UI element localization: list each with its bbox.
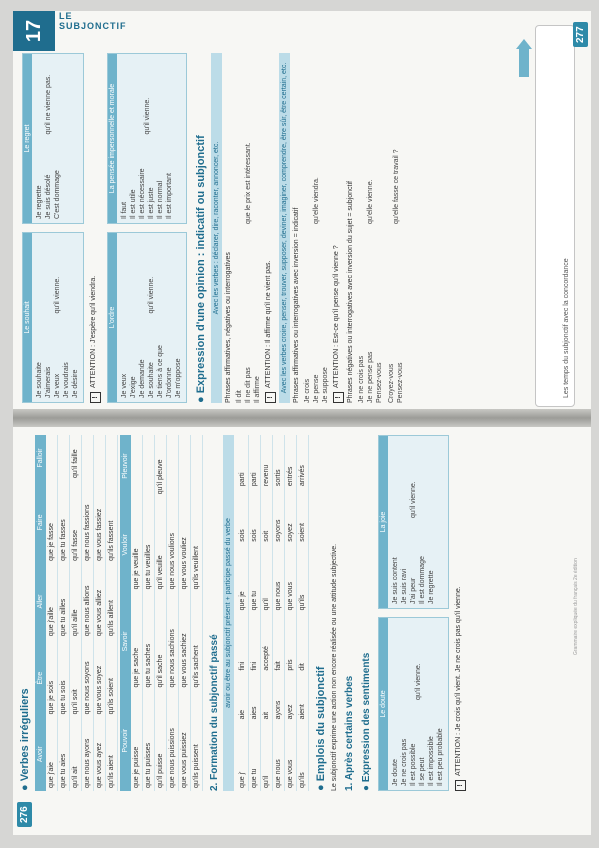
ordre-box [107,232,187,403]
cell: qu'ils [297,722,309,791]
line: Il est normal [157,180,164,219]
cell: que vous alliez [94,564,106,639]
result: qu'il ne vienne pas. [45,74,52,135]
line: Je suis content [392,557,399,604]
chapter-tab [13,11,591,51]
table-row [46,435,58,791]
cell: qu'il sache [155,592,167,690]
cell: qu'ils aillent [106,564,118,639]
chapter-number: 17 [13,11,55,51]
cell: parti [249,435,261,489]
table-row [285,435,297,791]
table-row [273,435,285,791]
line: Je suppose [322,367,329,403]
cell: que je fasse [46,481,58,564]
passe-band: avoir ou être au subjonctif présent + participe passé du verbe [223,435,234,791]
cell: accepté [261,613,273,673]
cell [106,435,118,481]
cell: que nous sachions [167,592,179,690]
table-row [155,435,167,791]
cell [131,435,143,497]
cell: soient [297,489,309,545]
box-head: Le doute [379,618,388,790]
left-page [13,431,591,831]
line: J'ai peur [410,577,417,604]
cell: que nous fassions [82,481,94,564]
table-row [249,435,261,791]
chapter-title: LE SUBJONCTIF [59,11,127,31]
page-number-left: 276 [17,802,32,827]
line: Je demande [139,359,146,398]
joie-box [378,435,449,609]
attention-text: ATTENTION : Je crois qu'il vient. Je ne crois pas qu'il vienne. [455,586,462,776]
result: qu'il vienne. [410,481,417,518]
col-head: Pleuvoir [120,435,131,497]
cell: que vous fassiez [94,481,106,564]
line: Il est dommage [419,556,426,604]
impersonnel-box [107,53,187,224]
line: Je ne pense pas [367,351,374,403]
line: Il dit [236,390,243,403]
result: qu'il vienne. [54,276,61,314]
result: que le prix est intéressant. [245,142,252,224]
line: Il affirme [254,376,261,403]
attention-note [455,435,466,791]
cell: soit [261,489,273,545]
col-head: Aller [35,564,46,639]
section-title-passe: 2. Formation du subjonctif passé [209,634,220,791]
cell: que j'aie [46,717,58,791]
result: qu'il vienne. [148,276,155,314]
cell: que je [237,545,249,614]
book-spread [13,11,591,835]
line: Croyez-vous [388,363,395,403]
phrase-rule: Phrases affirmatives, négatives ou interrogatives [225,252,232,403]
table-row [70,435,82,791]
col-head: Pouvoir [120,691,131,791]
line: Je suis désolé [45,174,52,219]
attention-text: ATTENTION : J'espère qu'il viendra. [90,275,97,388]
line: Je doute [392,759,399,786]
line: J'aimerais [45,366,52,398]
cell: que vous ayez [94,717,106,791]
table-row [58,435,70,791]
cell: que j' [237,722,249,791]
table-row [167,435,179,791]
subsection-title: 1. Après certains verbes [344,675,355,791]
exclamation-icon: ! [455,780,466,791]
line: Je regrette [428,570,435,604]
attention-text: ATTENTION : Est-ce qu'il pense qu'il vienne ? [333,245,340,388]
cell: dit [297,613,309,673]
cell: qu'il faille [70,435,82,481]
cell [58,435,70,481]
table-row [82,435,94,791]
table-row [261,435,273,791]
right-page [13,7,591,407]
result: qu'il vienne. [414,663,422,700]
cell: aies [249,674,261,723]
cell: que tu puisses [143,691,155,791]
line: Pensez-vous [397,362,404,403]
cell: qu'il ait [70,717,82,791]
exclamation-icon: ! [90,392,101,403]
table-row [131,435,143,791]
box-head: La joie [379,436,388,608]
line: Je tiens à ce que [157,345,164,398]
cell: que vous vouliez [179,497,191,592]
memo-text: Les temps du subjonctif avec la concordance [563,258,570,398]
table-row [106,435,118,791]
sentiments-columns [375,435,452,791]
cell: soyez [285,489,297,545]
cell: qu'ils veuillent [191,497,203,592]
cell [179,435,191,497]
cell: sois [237,489,249,545]
cell: que tu [249,545,261,614]
cell: ait [261,674,273,723]
gutter-footer-text: Grammaire expliquée du français 2e édition [573,558,579,655]
cell: qu'il pleuve [155,435,167,497]
cell: qu'ils soient [106,639,118,717]
cell: qu'il [261,722,273,791]
box-head: Le souhait [23,233,32,402]
opinion-band: Avec les verbes : déclarer, dire, raconter, annoncer, etc. [211,53,222,403]
box-head: L'ordre [108,233,117,402]
line: Je désire [72,369,79,398]
table-row [237,435,249,791]
line: Je veux [121,373,128,398]
cell: qu'ils [297,545,309,614]
section-title-emplois: ● Emplois du subjonctif [315,435,327,791]
table-row [143,435,155,791]
arrow-right-icon [519,49,529,77]
cell: qu'ils aient [106,717,118,791]
cell: qu'il aille [70,564,82,639]
cell: que je veuille [131,497,143,592]
exclamation-icon: ! [333,392,344,403]
cell [94,435,106,481]
cell: aie [237,674,249,723]
cell: qu'il veuille [155,497,167,592]
cell: que nous ayons [82,717,94,791]
col-head: Être [35,639,46,717]
cell: que je sois [46,639,58,717]
cell: fait [273,613,285,673]
ordre-impersonnel-columns [104,53,190,403]
line: Il est utile [130,189,137,219]
col-head: Faire [35,481,46,564]
attention-note [333,53,344,403]
cell: que tu saches [143,592,155,690]
line: Je voudrais [63,362,70,398]
cell: fini [237,613,249,673]
line: Je pense [313,374,320,403]
opinion-band: Avec les verbes croire, penser, trouver, supposer, deviner, imaginer, comprendre, être sûr, être certain, etc. [279,53,290,403]
passe-table [237,435,309,791]
result: qu'il vienne. [143,97,151,135]
book-fold [13,409,591,427]
cell: qu'il [261,545,273,614]
cell: qu'il puisse [155,691,167,791]
phrase-rule: Phrases affirmatives ou interrogatives avec inversion = indicatif [293,207,300,403]
cell [167,435,179,497]
cell: sois [249,489,261,545]
cell: que tu veuilles [143,497,155,592]
attention-note [265,53,276,403]
cell: que vous puissiez [179,691,191,791]
col-head: Avoir [35,717,46,791]
souhait-box [22,232,84,403]
line: Je ne crois pas [401,738,408,786]
regret-box [22,53,84,224]
line: J'exige [130,376,137,398]
cell: que nous voulions [167,497,179,592]
line: Il ne dit pas [245,367,252,403]
result: qu'elle vienne. [367,179,374,224]
line: Je souhaite [36,362,43,398]
col-head: Vouloir [120,497,131,592]
cell: revenu [261,435,273,489]
cell: que vous [285,722,297,791]
attention-note [90,53,101,403]
cell: que tu sois [58,639,70,717]
cell [191,435,203,497]
cell: que nous [273,545,285,614]
cell: ayons [273,674,285,723]
table-row [179,435,191,791]
verbes-table-2 [120,435,203,791]
cell: que je puisse [131,691,143,791]
cell: qu'il fasse [70,481,82,564]
cell: soyons [273,489,285,545]
cell: sortis [273,435,285,489]
line: Il est possible [410,743,417,786]
box-head: La pensée impersonnelle et morale [108,54,117,223]
cell: aient [297,674,309,723]
cell: qu'il soit [70,639,82,717]
line: Il est peu probable [437,728,444,786]
page-number-right: 277 [573,22,588,47]
doute-box [378,617,449,791]
line: Il faut [121,201,128,219]
line: Je regrette [36,185,43,219]
line: Il est juste [148,187,155,219]
cell: que vous soyez [94,639,106,717]
cell [82,435,94,481]
line: Je souhaite [148,362,155,398]
line: Il est impossible [428,736,435,786]
phrase-rule: Phrases négatives ou interrogatives avec inversion du sujet = subjonctif [347,181,354,403]
attention-text: ATTENTION : Il affirme qu'il ne vient pas. [265,260,272,388]
table-row [191,435,203,791]
line: J'ordonne [166,367,173,398]
subsection-title: ● Expression des sentiments [361,435,372,791]
result: qu'elle fasse ce travail ? [392,149,400,224]
box-head: Le regret [23,54,32,223]
cell: que tu fasses [58,481,70,564]
col-head: Savoir [120,592,131,690]
cell: que tu [249,722,261,791]
cell: que nous puissions [167,691,179,791]
cell: que vous sachiez [179,592,191,690]
cell [143,435,155,497]
cell [46,435,58,481]
emplois-intro: Le subjonctif exprime une action non encore réalisée ou une attitude subjective. [331,543,338,791]
line: Je ne crois pas [358,355,365,403]
line: Il est important [166,173,173,219]
table-row [297,435,309,791]
cell: qu'ils sachent [191,592,203,690]
section-title-opinion: ● Expression d'une opinion : indicatif ou subjonctif [195,53,207,403]
exclamation-icon: ! [265,392,276,403]
cell: pris [285,613,297,673]
cell: qu'ils puissent [191,691,203,791]
cell: entrés [285,435,297,489]
line: Il se peut [419,757,426,786]
souhait-regret-columns [19,53,87,403]
cell: fini [249,613,261,673]
section-title-verbes: ● Verbes irréguliers [19,435,31,791]
line: Je m'oppose [175,358,182,398]
cell: parti [237,435,249,489]
line: Je suis ravi [401,568,408,604]
cell: que tu ailles [58,564,70,639]
cell: qu'ils fassent [106,481,118,564]
table-row [94,435,106,791]
cell: que nous soyons [82,639,94,717]
line: Pensez-vous [376,362,383,403]
line: Je veux [54,373,61,398]
cell: que nous allions [82,564,94,639]
cell: arrivés [297,435,309,489]
cell: que je sache [131,592,143,690]
line: Je crois [304,378,311,403]
cell: ayez [285,674,297,723]
memo-box [535,25,575,407]
line: Il est nécessaire [139,168,146,219]
cell: que j'aille [46,564,58,639]
result: qu'elle viendra. [313,177,320,224]
col-head: Falloir [35,435,46,481]
line: C'est dommage [54,170,61,219]
cell: que vous [285,545,297,614]
verbes-table [35,435,118,791]
cell: que nous [273,722,285,791]
cell: que tu aies [58,717,70,791]
